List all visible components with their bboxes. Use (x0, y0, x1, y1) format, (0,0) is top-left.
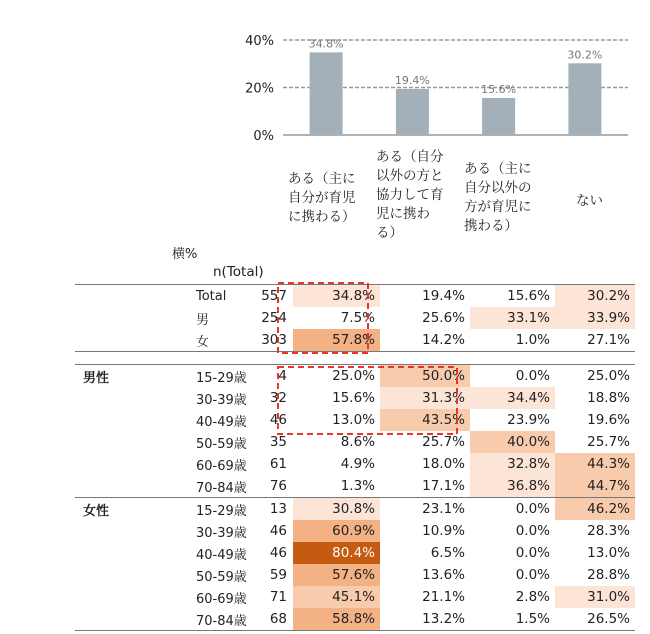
age-label: 50-59歳 (196, 569, 247, 585)
n-cell: 557 (233, 285, 293, 308)
bar (310, 52, 343, 135)
n-cell: 46 (269, 412, 287, 428)
bar-value-label: 19.4% (394, 73, 430, 87)
bar-value-label: 15.6% (481, 82, 517, 96)
n-cell: 59 (269, 567, 287, 583)
value-cell: 1.0% (470, 329, 555, 352)
group-cell (75, 564, 138, 586)
value-cell: 17.1% (380, 475, 470, 498)
value-cell: 34.4% (470, 387, 555, 409)
value-cell: 19.4% (380, 285, 470, 308)
n-cell: 32 (269, 390, 287, 406)
table-row (75, 475, 635, 498)
value-cell: 43.5% (380, 409, 470, 431)
table-row (75, 542, 635, 564)
n-total-label: n(Total) (213, 264, 264, 280)
value-cell: 0.0% (470, 365, 555, 388)
group-cell (75, 453, 138, 475)
value-cell: 0.0% (470, 564, 555, 586)
value-cell: 31.0% (555, 586, 635, 608)
n-cell: 76 (269, 478, 287, 494)
crosstab-table (75, 284, 635, 631)
n-cell: 68 (233, 608, 293, 631)
n-cell: 13 (233, 498, 293, 521)
age-label: 60-69歳 (196, 458, 247, 474)
value-cell: 32.8% (470, 453, 555, 475)
table-row (75, 608, 635, 631)
table-row (75, 431, 635, 453)
age-label: 50-59歳 (196, 436, 247, 452)
value-cell: 57.6% (293, 564, 380, 586)
age-label: 30-39歳 (196, 392, 247, 408)
summary-row (75, 285, 635, 308)
value-cell: 58.8% (293, 608, 380, 631)
table-row (75, 365, 635, 388)
bar-value-label: 34.8% (308, 37, 344, 51)
value-cell: 44.7% (555, 475, 635, 498)
value-cell: 18.0% (380, 453, 470, 475)
age-label: 15-29歳 (138, 365, 233, 388)
value-cell: 4.9% (293, 453, 380, 475)
value-cell: 33.1% (470, 307, 555, 329)
value-cell: 21.1% (380, 586, 470, 608)
bar (568, 63, 601, 135)
value-cell: 46.2% (555, 498, 635, 521)
value-cell: 28.8% (555, 564, 635, 586)
value-cell: 28.3% (555, 520, 635, 542)
value-cell: 36.8% (470, 475, 555, 498)
bar-chart (0, 0, 650, 150)
value-cell: 13.6% (380, 564, 470, 586)
col-header-4: ない (576, 193, 603, 209)
group-cell (75, 520, 138, 542)
value-cell: 26.5% (555, 608, 635, 631)
value-cell: 15.6% (470, 285, 555, 308)
value-cell: 8.6% (293, 431, 380, 453)
table-row (75, 520, 635, 542)
value-cell: 14.2% (380, 329, 470, 352)
value-cell: 25.7% (555, 431, 635, 453)
value-cell: 44.3% (555, 453, 635, 475)
value-cell: 25.6% (380, 307, 470, 329)
table-row (75, 498, 635, 521)
table-row (75, 586, 635, 608)
value-cell: 30.2% (555, 285, 635, 308)
age-label: 60-69歳 (196, 591, 247, 607)
value-cell: 80.4% (293, 542, 380, 564)
bar (482, 98, 515, 135)
value-cell: 1.3% (293, 475, 380, 498)
n-cell: 254 (261, 310, 287, 326)
value-cell: 45.1% (293, 586, 380, 608)
bar-value-label: 30.2% (567, 48, 603, 62)
value-cell: 13.0% (555, 542, 635, 564)
row-label: 女 (138, 329, 233, 352)
group-cell (75, 387, 138, 409)
y-tick-label: 0% (253, 129, 274, 144)
value-cell: 7.5% (293, 307, 380, 329)
group-cell (75, 608, 138, 631)
value-cell: 23.9% (470, 409, 555, 431)
value-cell: 30.8% (293, 498, 380, 521)
age-label: 40-49歳 (196, 547, 247, 563)
spacer-row (75, 352, 635, 365)
col-header-2: ある（自分 以外の方と 協力して育 児に携わ る） (376, 149, 444, 241)
value-cell: 23.1% (380, 498, 470, 521)
n-cell: 61 (269, 456, 287, 472)
value-cell: 10.9% (380, 520, 470, 542)
age-label: 15-29歳 (138, 498, 233, 521)
y-tick-label: 40% (245, 34, 274, 49)
group-cell (75, 475, 138, 498)
group-cell (75, 542, 138, 564)
value-cell: 57.8% (293, 329, 380, 352)
summary-row (75, 307, 635, 329)
value-cell: 25.0% (293, 365, 380, 388)
value-cell: 27.1% (555, 329, 635, 352)
group-cell (75, 307, 138, 329)
group-cell (75, 329, 138, 352)
value-cell: 33.9% (555, 307, 635, 329)
value-cell: 19.6% (555, 409, 635, 431)
n-cell: 4 (233, 365, 293, 388)
n-cell: 71 (269, 589, 287, 605)
y-tick-label: 20% (245, 81, 274, 97)
table-row (75, 564, 635, 586)
value-cell: 6.5% (380, 542, 470, 564)
age-label: 70-84歳 (138, 608, 233, 631)
n-cell: 46 (269, 545, 287, 561)
age-label: 40-49歳 (196, 414, 247, 430)
row-label: 男 (196, 312, 210, 328)
value-cell: 2.8% (470, 586, 555, 608)
value-cell: 13.0% (293, 409, 380, 431)
row-label: Total (138, 285, 233, 308)
value-cell: 15.6% (293, 387, 380, 409)
value-cell: 31.3% (380, 387, 470, 409)
yoko-percent-label: 横% (172, 247, 198, 262)
value-cell: 0.0% (470, 520, 555, 542)
value-cell: 18.8% (555, 387, 635, 409)
group-cell (75, 586, 138, 608)
summary-row (75, 329, 635, 352)
bar (396, 89, 429, 135)
value-cell: 40.0% (470, 431, 555, 453)
value-cell: 1.5% (470, 608, 555, 631)
group-cell (75, 431, 138, 453)
group-label: 男性 (75, 365, 138, 388)
value-cell: 50.0% (380, 365, 470, 388)
value-cell: 0.0% (470, 542, 555, 564)
n-cell: 35 (269, 434, 287, 450)
table-row (75, 453, 635, 475)
value-cell: 25.0% (555, 365, 635, 388)
group-cell (75, 409, 138, 431)
n-cell: 46 (269, 523, 287, 539)
table-row (75, 409, 635, 431)
group-label: 女性 (75, 498, 138, 521)
col-header-3: ある（主に 自分以外の 方が育児に 携わる） (464, 161, 532, 234)
value-cell: 13.2% (380, 608, 470, 631)
value-cell: 34.8% (293, 285, 380, 308)
col-header-1: ある（主に 自分が育児 に携わる） (288, 171, 356, 225)
group-cell (75, 285, 138, 308)
value-cell: 60.9% (293, 520, 380, 542)
value-cell: 25.7% (380, 431, 470, 453)
table-row (75, 387, 635, 409)
age-label: 70-84歳 (196, 480, 247, 496)
value-cell: 0.0% (470, 498, 555, 521)
n-cell: 303 (233, 329, 293, 352)
age-label: 30-39歳 (196, 525, 247, 541)
